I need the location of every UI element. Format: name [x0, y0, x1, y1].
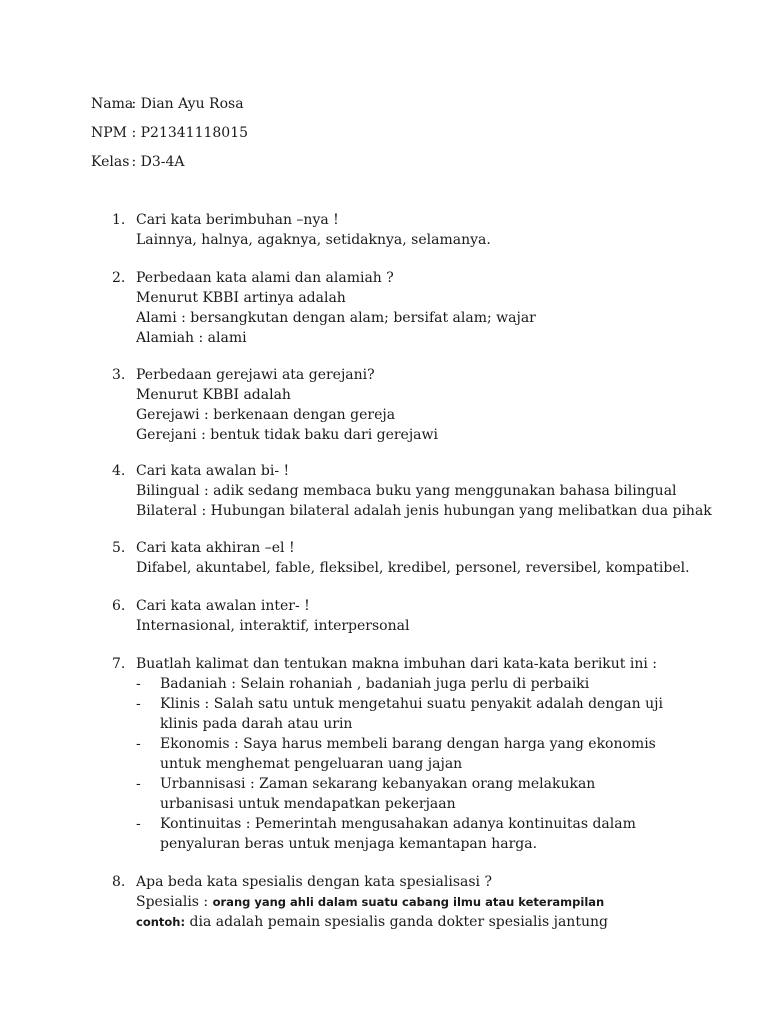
question-text: Cari kata awalan inter- ! [136, 598, 310, 614]
list-item [136, 734, 672, 774]
bullet-dash: - [136, 816, 141, 832]
question-number: 5. [112, 540, 126, 556]
name-value: : Dian Ayu Rosa [131, 96, 244, 112]
answer-text: Difabel, akuntabel, fable, fleksibel, kredibel, personel, reversibel, kompatibel. [136, 560, 690, 576]
list-item-text: Klinis : Salah satu untuk mengetahui suatu penyakit adalah dengan uji klinis pada darah atau urin [160, 696, 663, 732]
answer-text: Bilateral : Hubungan bilateral adalah jenis hubungan yang melibatkan dua pihak [136, 503, 712, 519]
question-text: Cari kata awalan bi- ! [136, 463, 290, 479]
name-label: Nama [91, 96, 134, 112]
question-number: 8. [112, 874, 126, 890]
list-item-text: Urbannisasi : Zaman sekarang kebanyakan orang melakukan urbanisasi untuk mendapatkan pekerjaan [160, 776, 596, 812]
answer-text: Gerejawi : berkenaan dengan gereja [136, 407, 396, 423]
bullet-dash: - [136, 676, 141, 692]
question-number: 6. [112, 598, 126, 614]
question-text: Apa beda kata spesialis dengan kata spesialisasi ? [136, 874, 492, 890]
question-number: 4. [112, 463, 126, 479]
answer-text: Alami : bersangkutan dengan alam; bersifat alam; wajar [136, 310, 536, 326]
answer-text: Menurut KBBI adalah [136, 387, 291, 403]
npm-row [91, 124, 248, 142]
npm-label: NPM [91, 125, 128, 141]
example-line [136, 912, 672, 932]
definition-line [136, 892, 672, 912]
question-text: Cari kata akhiran –el ! [136, 540, 295, 556]
question-number: 3. [112, 367, 126, 383]
list-item-text: Kontinuitas : Pemerintah mengusahakan adanya kontinuitas dalam penyaluran beras untuk menjaga kemantapan harga. [160, 816, 636, 852]
npm-value: : P21341118015 [131, 125, 249, 141]
list-item-text: Ekonomis : Saya harus membeli barang dengan harga yang ekonomis untuk menghemat pengeluaran uang jajan [160, 736, 656, 772]
bullet-dash: - [136, 736, 141, 752]
spesialis-label: Spesialis : [136, 894, 209, 910]
list-item [136, 694, 672, 734]
question-number: 2. [112, 270, 126, 286]
bullet-dash: - [136, 776, 141, 792]
list-item-text: Badaniah : Selain rohaniah , badaniah juga perlu di perbaiki [160, 676, 590, 692]
class-label: Kelas [91, 154, 130, 170]
question-text: Perbedaan gerejawi ata gerejani? [136, 367, 375, 383]
answer-text: Menurut KBBI artinya adalah [136, 290, 346, 306]
question-text: Cari kata berimbuhan –nya ! [136, 212, 339, 228]
list-item [136, 674, 672, 694]
question-text: Perbedaan kata alami dan alamiah ? [136, 270, 394, 286]
answer-text: Lainnya, halnya, agaknya, setidaknya, selamanya. [136, 232, 491, 248]
question-text: Buatlah kalimat dan tentukan makna imbuhan dari kata-kata berikut ini : [136, 656, 658, 672]
question-number: 1. [112, 212, 126, 228]
answer-text: Gerejani : bentuk tidak baku dari gerejawi [136, 427, 438, 443]
name-row [91, 95, 244, 113]
answer-text: Alamiah : alami [136, 330, 247, 346]
answer-text: Internasional, interaktif, interpersonal [136, 618, 410, 634]
list-item [136, 774, 672, 814]
question-number: 7. [112, 656, 126, 672]
contoh-text: dia adalah pemain spesialis ganda dokter spesialis jantung [189, 914, 608, 930]
contoh-label: contoh: [136, 915, 186, 929]
list-item [136, 814, 672, 854]
class-row [91, 153, 185, 171]
bullet-dash: - [136, 696, 141, 712]
spesialis-definition: orang yang ahli dalam suatu cabang ilmu atau keterampilan [212, 895, 605, 909]
class-value: : D3-4A [131, 154, 185, 170]
answer-text: Bilingual : adik sedang membaca buku yang menggunakan bahasa bilingual [136, 483, 677, 499]
